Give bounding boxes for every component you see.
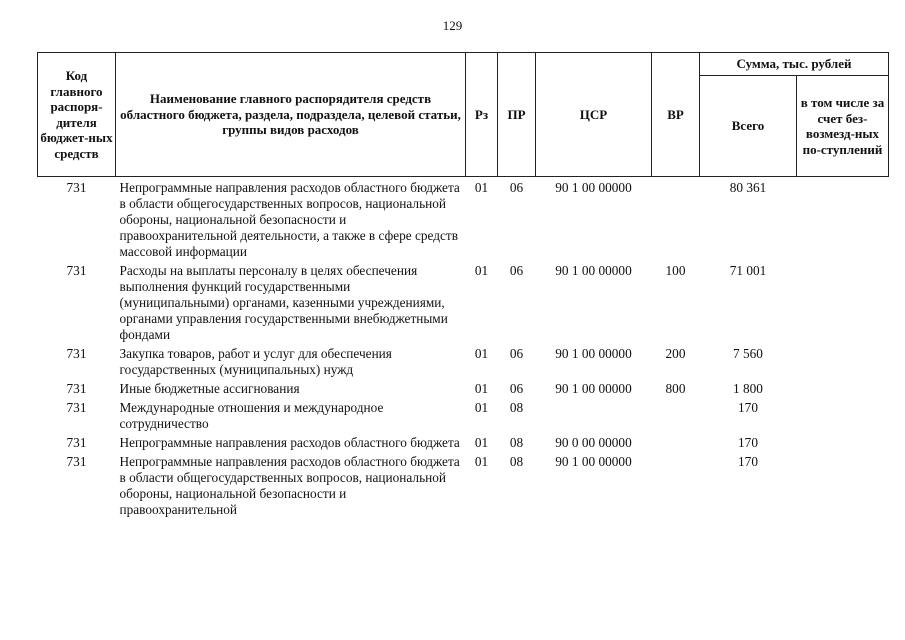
row-total: 170	[738, 454, 758, 469]
page-number: 129	[442, 18, 463, 33]
row-pr: 08	[509, 435, 524, 450]
row-gratuitous	[797, 453, 889, 520]
row-csr: 90 1 00 00000	[555, 454, 632, 469]
row-pr: 08	[509, 400, 524, 415]
row-gratuitous	[797, 262, 889, 345]
row-rz: 01	[474, 435, 489, 450]
row-rz: 01	[474, 180, 489, 195]
row-rz: 01	[474, 381, 489, 396]
budget-expenditure-table	[37, 52, 889, 520]
row-name: Закупка товаров, работ и услуг для обеспечения государственных (муниципальных) нужд	[119, 346, 392, 377]
table-row	[38, 345, 889, 380]
row-rz: 01	[474, 400, 489, 415]
header-pr: ПР	[498, 53, 536, 177]
table-row	[38, 434, 889, 453]
row-vr: 800	[665, 381, 686, 396]
row-vr: 100	[665, 263, 686, 278]
row-csr: 90 1 00 00000	[555, 263, 632, 278]
table-row	[38, 399, 889, 434]
row-name: Непрограммные направления расходов областного бюджета	[119, 435, 460, 450]
row-total: 170	[738, 400, 758, 415]
table-row	[38, 262, 889, 345]
row-vr	[652, 399, 700, 434]
row-csr: 90 1 00 00000	[555, 180, 632, 195]
row-gratuitous	[797, 399, 889, 434]
row-pr: 08	[509, 454, 524, 469]
row-code: 731	[66, 400, 87, 415]
header-csr: ЦСР	[536, 53, 652, 177]
row-total: 71 001	[729, 263, 767, 278]
row-vr: 200	[665, 346, 686, 361]
row-code: 731	[66, 381, 87, 396]
row-total: 170	[738, 435, 758, 450]
row-total: 80 361	[729, 180, 767, 195]
row-pr: 06	[509, 180, 524, 195]
row-code: 731	[66, 454, 87, 469]
header-name: Наименование главного распорядителя средств областного бюджета, раздела, подраздела, целевой статьи, группы видов расходов	[116, 53, 466, 177]
row-code: 731	[66, 346, 87, 361]
header-rz: Рз	[466, 53, 498, 177]
row-gratuitous	[797, 380, 889, 399]
row-csr: 90 1 00 00000	[555, 381, 632, 396]
header-code: Код главного распоря-дителя бюджет-ных средств	[38, 53, 116, 177]
row-name: Международные отношения и международное сотрудничество	[119, 400, 384, 431]
row-name: Иные бюджетные ассигнования	[119, 381, 300, 396]
row-name: Непрограммные направления расходов областного бюджета в области общегосударственных вопросов, национальной обороны, национальной безопасности и правоохранительной деятельности, а также в сфере средств массовой информации	[119, 180, 460, 259]
table-body	[38, 177, 889, 521]
row-vr	[652, 177, 700, 263]
row-gratuitous	[797, 177, 889, 263]
header-sum: Сумма, тыс. рублей	[700, 53, 889, 76]
row-pr: 06	[509, 381, 524, 396]
row-csr: 90 1 00 00000	[555, 346, 632, 361]
row-gratuitous	[797, 345, 889, 380]
row-name: Расходы на выплаты персоналу в целях обеспечения выполнения функций государственными (муниципальными) органами, казенными учреждениями, органами управления государственными внебюджетными фондами	[119, 263, 448, 342]
row-code: 731	[66, 435, 87, 450]
row-rz: 01	[474, 346, 489, 361]
row-gratuitous	[797, 434, 889, 453]
row-pr: 06	[509, 263, 524, 278]
row-code: 731	[66, 180, 87, 195]
table-row	[38, 380, 889, 399]
header-vr: ВР	[652, 53, 700, 177]
header-gratuitous: в том числе за счет без-возмезд-ных по-ступлений	[797, 76, 889, 177]
row-name: Непрограммные направления расходов областного бюджета в области общегосударственных вопросов, национальной обороны, национальной безопасности и правоохранительной	[119, 454, 460, 517]
row-pr: 06	[509, 346, 524, 361]
row-total: 1 800	[733, 381, 763, 396]
header-total: Всего	[700, 76, 797, 177]
row-csr	[536, 399, 652, 434]
table-row	[38, 453, 889, 520]
row-rz: 01	[474, 454, 489, 469]
row-vr	[652, 453, 700, 520]
row-csr: 90 0 00 00000	[555, 435, 632, 450]
row-vr	[652, 434, 700, 453]
row-code: 731	[66, 263, 87, 278]
row-rz: 01	[474, 263, 489, 278]
table-row	[38, 177, 889, 263]
row-total: 7 560	[733, 346, 763, 361]
